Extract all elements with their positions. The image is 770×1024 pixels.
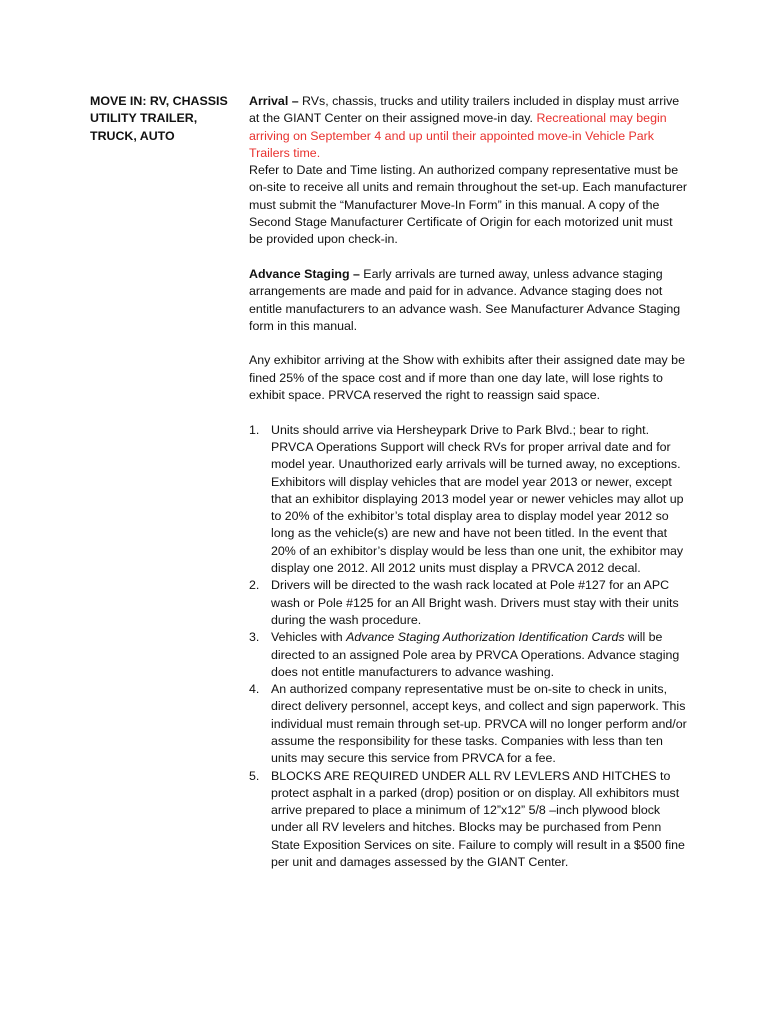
arrival-label: Arrival – [249, 94, 299, 108]
list-number: 2. [249, 578, 260, 593]
fine-paragraph: Any exhibitor arriving at the Show with exhibits after their assigned date may be fined 25% of the space cost and if more than one day late, will lose rights to exhibit space. PRVCA reserved the right to reassign said space. [249, 353, 685, 403]
list-text-italic: Advance Staging Authorization Identification Cards [346, 630, 625, 645]
list-item [249, 768, 689, 872]
list-number: 3. [249, 630, 260, 645]
section-heading: MOVE IN: RV, CHASSIS UTILITY TRAILER, TRUCK, AUTO [90, 94, 228, 143]
arrival-text: RVs, chassis, trucks and utility trailers included in display must arrive at the GIANT Center on their assigned move-in day. [249, 94, 680, 126]
list-item [249, 629, 689, 681]
list-text: BLOCKS ARE REQUIRED UNDER ALL RV LEVLERS AND HITCHES to protect asphalt in a parked (drop) position or on display. All exhibitors must arrive prepared to place a minimum of 12”x12” 5/8 –inch plywood block under all RV levelers and hitches. Blocks may be purchased from Penn State Exposition Services on site. Failure to comply will result in a $500 fine per unit and damages assessed by the GIANT Center. [271, 768, 685, 870]
staging-label: Advance Staging – [249, 266, 360, 281]
numbered-list [249, 422, 689, 872]
arrival-paragraph [249, 93, 689, 162]
staging-paragraph [249, 266, 689, 335]
list-item [249, 422, 689, 578]
staging-text: Early arrivals are turned away, unless advance staging arrangements are made and paid for in advance. Advance staging does not entitle manufacturers to an advance wash. See Manufacturer Advance Staging form in this manual. [249, 266, 681, 333]
arrival-line-2: must submit the “Manufacturer Move-In Form” in this manual. A copy of the Second Stage Manufacturer Certificate of Origin for each motorized unit must be provided upon check-in. [249, 197, 673, 247]
section-body [249, 93, 689, 871]
list-item [249, 577, 689, 629]
list-text-post: will be directed to an assigned Pole area by PRVCA Operations. Advance staging does not entitle manufacturers to advance washing. [271, 630, 680, 679]
list-item [249, 681, 689, 767]
list-text-pre: Vehicles with [271, 630, 347, 645]
list-number: 4. [249, 682, 260, 697]
arrival-line-1: Refer to Date and Time listing. An authorized company representative must be on-site to receive all units and remain throughout the set-up. Each manufacturer [249, 163, 688, 195]
list-text: An authorized company representative must be on-site to check in units, direct delivery personnel, accept keys, and collect and sign paperwork. This individual must remain through set-up. PRVCA will no longer perform and/or assume the responsibility for these tasks. Companies with less than ten units may secure this service from PRVCA for a fee. [271, 682, 687, 766]
list-text: Units should arrive via Hersheypark Drive to Park Blvd.; bear to right. PRVCA Operations Support will check RVs for proper arrival date and for model year. Unauthorized early arrivals will be turned away, no exceptions. Exhibitors will display vehicles that are model year 2013 or newer, except that an exhibitor displaying 2013 model year or newer vehicles may allot up to 20% of the exhibitor’s total display area to display model year 2012 so long as the vehicle(s) are new and have not been titled. In the event that 20% of an exhibitor’s display would be less than one unit, the exhibitor may display one 2012. All 2012 units must display a PRVCA 2012 decal. [271, 422, 684, 576]
list-text: Drivers will be directed to the wash rack located at Pole #127 for an APC wash or Pole #125 for an All Bright wash. Drivers must stay with their units during the wash procedure. [271, 578, 679, 627]
list-number: 1. [249, 422, 260, 437]
arrival-red-note: Recreational may begin arriving on September 4 and up until their appointed move-in Vehicle Park Trailers time. [249, 111, 667, 160]
list-number: 5. [249, 768, 260, 783]
